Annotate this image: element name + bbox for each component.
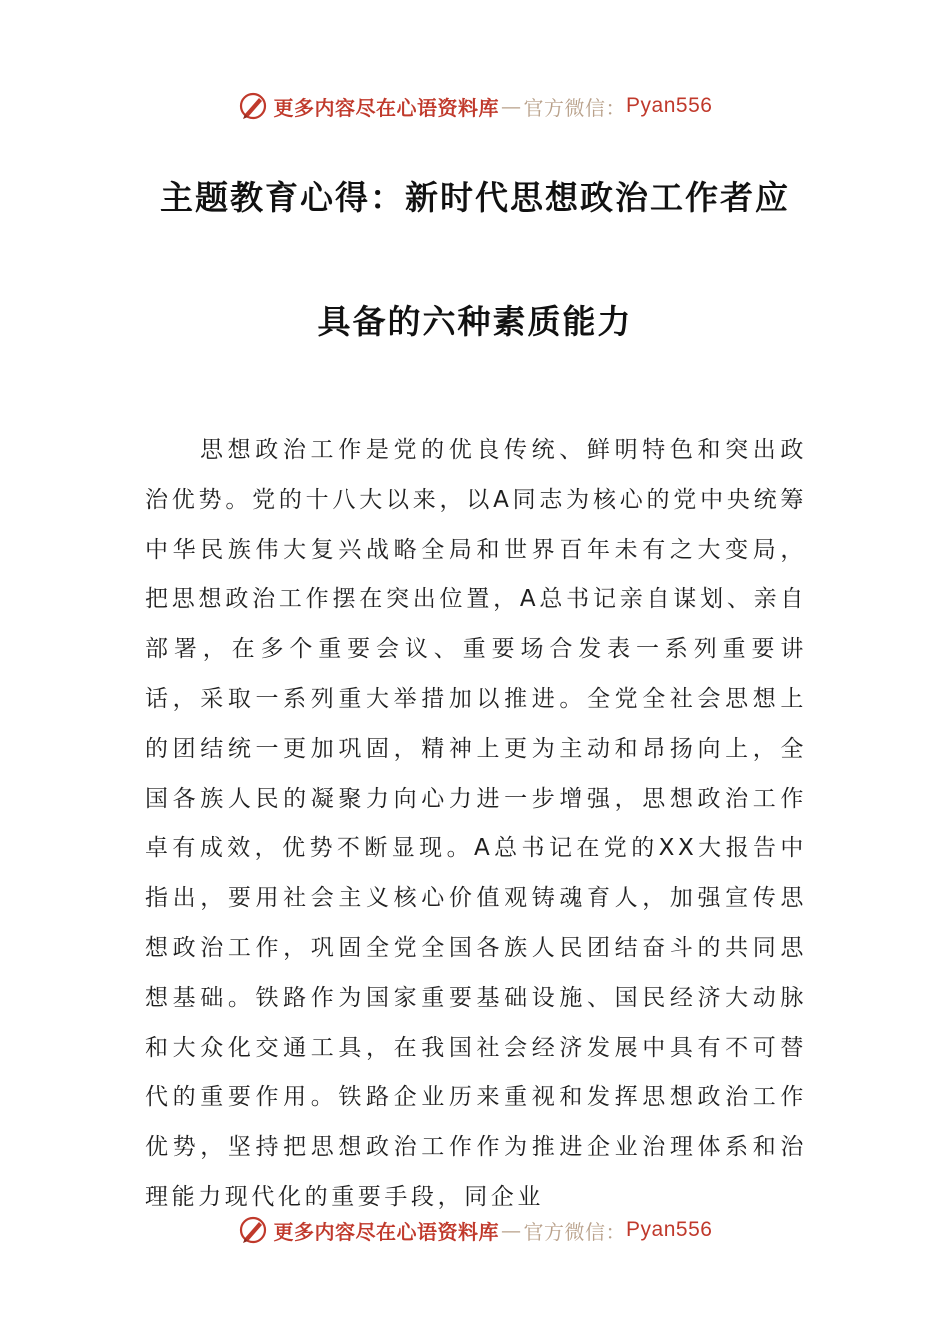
- watermark-wechat-label: 官方微信：: [523, 1219, 627, 1244]
- watermark-header: [0, 84, 950, 128]
- pen-circle-logo-icon: [238, 1215, 268, 1245]
- document-title-line-1: 主题教育心得：新时代思想政治工作者应: [160, 178, 790, 217]
- body-paragraph: 思想政治工作是党的优良传统、鲜明特色和突出政治优势。党的十八大以来，以A同志为核心的党中央统筹中华民族伟大复兴战略全局和世界百年未有之大变局，把思想政治工作摆在突出位置，A总书记亲自谋划、亲自部署，在多个重要会议、重要场合发表一系列重要讲话，采取一系列重大举措加以推进。全党全社会思想上的团结统一更加巩固，精神上更为主动和昂扬向上，全国各族人民的凝聚力向心力进一步增强，思想政治工作卓有成效，优势不断显现。A总书记在党的XX大报告中指出，要用社会主义核心价值观铸魂育人，加强宣传思想政治工作，巩固全党全国各族人民团结奋斗的共同思想基础。铁路作为国家重要基础设施、国民经济大动脉和大众化交通工具，在我国社会经济发展中具有不可替代的重要作用。铁路企业历来重视和发挥思想政治工作优势，坚持把思想政治工作作为推进企业治理体系和治理能力现代化的重要手段，同企业: [145, 437, 807, 1210]
- document-title-line-2: 具备的六种素质能力: [317, 302, 633, 341]
- watermark-site-text: 更多内容尽在心语资料库: [273, 95, 500, 120]
- watermark-wechat-label: 官方微信：: [523, 95, 627, 120]
- watermark-wechat-id: Pyan556: [626, 1218, 713, 1241]
- watermark-separator: —: [501, 1218, 522, 1242]
- pen-circle-logo-icon: [238, 91, 268, 121]
- watermark-site-text: 更多内容尽在心语资料库: [273, 1219, 500, 1244]
- watermark-wechat-id: Pyan556: [626, 94, 713, 117]
- watermark-separator: —: [501, 94, 522, 118]
- watermark-footer: [0, 1208, 950, 1252]
